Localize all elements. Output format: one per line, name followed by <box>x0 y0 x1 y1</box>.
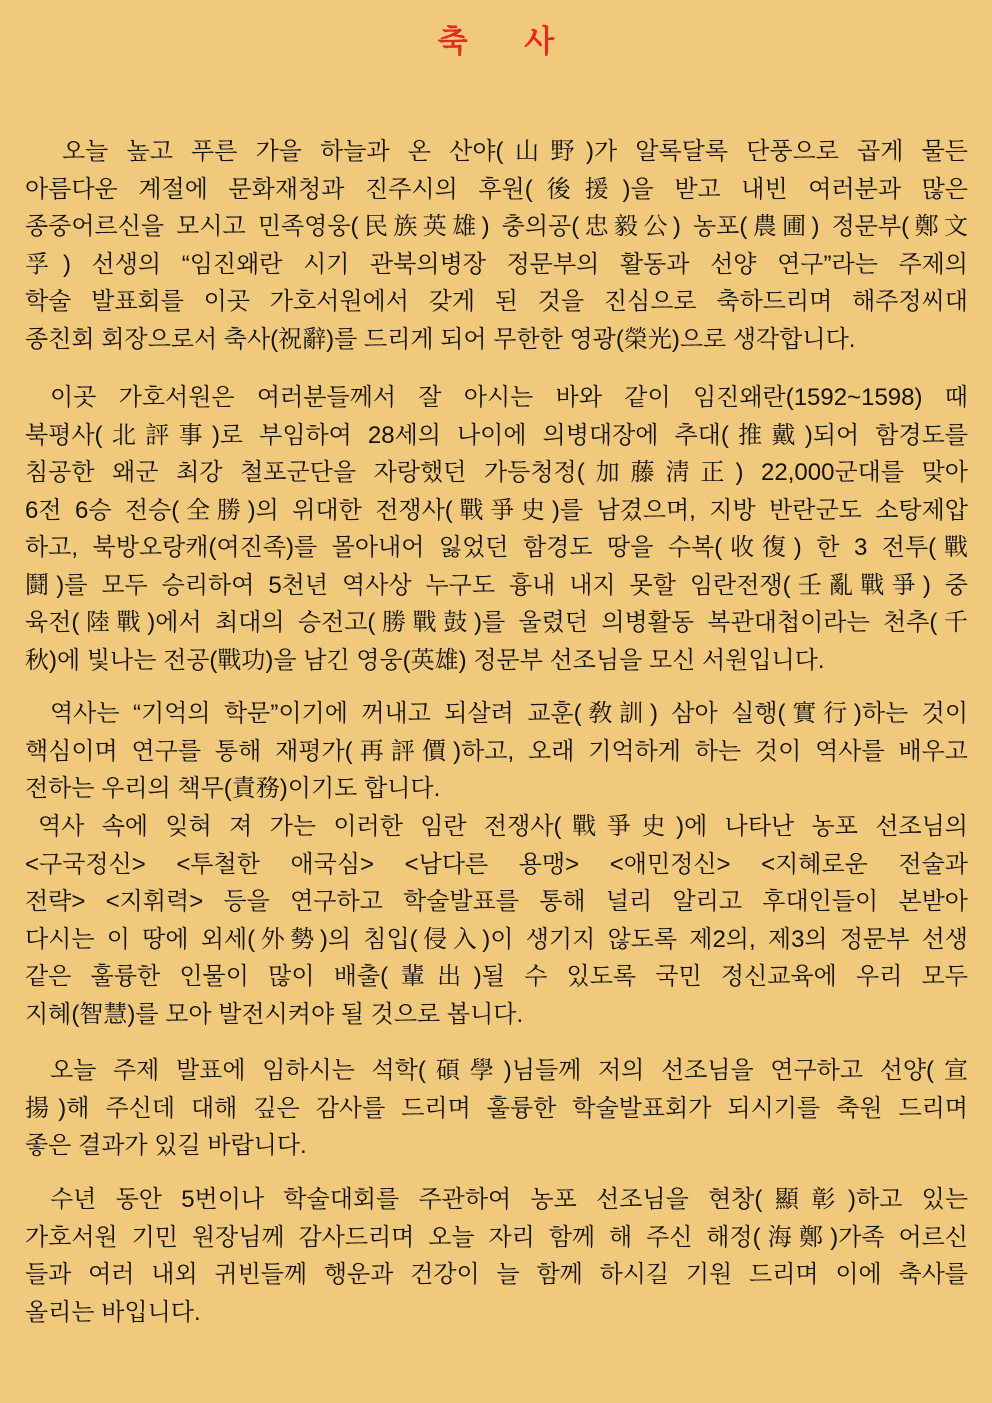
paragraph-line: 역사는 “기억의 학문”이기에 꺼내고 되살려 교훈(敎訓) 삼아 실행(實行)하는 것이 <box>50 700 968 727</box>
paragraph-4 <box>25 808 968 1033</box>
paragraph-line: 종중어르신을 모시고 민족영웅(民族英雄) 충의공(忠毅公) 농포(農圃) 정문부(鄭文 <box>25 213 968 240</box>
paragraph-line: 秋)에 빛나는 전공(戰功)을 남긴 영웅(英雄) 정문부 선조님을 모신 서원입니다. <box>25 646 825 674</box>
paragraph-line: 수년 동안 5번이나 학술대회를 주관하여 농포 선조님을 현창(顯彰)하고 있는 <box>50 1186 968 1213</box>
paragraph-line: 올리는 바입니다. <box>25 1298 201 1326</box>
paragraph-1 <box>25 133 968 358</box>
paragraph-line: 아름다운 계절에 문화재청과 진주시의 후원(後援)을 받고 내빈 여러분과 많은 <box>25 175 968 203</box>
paragraph-line: 오늘 높고 푸른 가을 하늘과 온 산야(山野)가 알록달록 단풍으로 곱게 물든 <box>62 138 968 165</box>
paragraph-line: 하고, 북방오랑캐(여진족)를 몰아내어 잃었던 함경도 땅을 수복(收復) 한 3 전투(戰 <box>25 534 968 561</box>
paragraph-line: 지혜(智慧)를 모아 발전시켜야 될 것으로 봅니다. <box>25 1000 524 1028</box>
paragraph-line: 오늘 주제 발표에 임하시는 석학(碩學)님들께 저의 선조님을 연구하고 선양(宣 <box>50 1057 968 1084</box>
page-title: 축 사 <box>437 24 555 59</box>
paragraph-line: 들과 여러 내외 귀빈들께 행운과 건강이 늘 함께 하시길 기원 드리며 이에 축사를 <box>25 1261 968 1288</box>
paragraph-line: 좋은 결과가 있길 바랍니다. <box>25 1132 307 1159</box>
paragraph-line: 孚) 선생의 “임진왜란 시기 관북의병장 정문부의 활동과 선양 연구”라는 주제의 <box>25 250 968 278</box>
paragraph-line: 이곳 가호서원은 여러분들께서 잘 아시는 바와 같이 임진왜란(1592~1598) 때 <box>50 384 968 411</box>
paragraph-line: 전략> <지휘력> 등을 연구하고 학술발표를 통해 널리 알리고 후대인들이 본받아 <box>25 888 968 915</box>
paragraph-3 <box>25 695 968 808</box>
paragraph-line: 전하는 우리의 책무(責務)이기도 합니다. <box>25 775 441 802</box>
paragraph-line: 鬪)를 모두 승리하여 5천년 역사상 누구도 흉내 내지 못할 임란전쟁(壬亂戰爭) 중 <box>25 571 968 599</box>
paragraph-line: 역사 속에 잊혀 져 가는 이러한 임란 전쟁사(戰爭史)에 나타난 농포 선조님의 <box>38 813 968 840</box>
paragraph-line: 6전 6승 전승(全勝)의 위대한 전쟁사(戰爭史)를 남겼으며, 지방 반란군도 소탕제압 <box>25 496 968 524</box>
paragraph-line: 揚)해 주신데 대해 깊은 감사를 드리며 훌륭한 학술발표회가 되시기를 축원 드리며 <box>25 1094 968 1122</box>
paragraph-2 <box>25 379 968 679</box>
paragraph-line: 육전(陸戰)에서 최대의 승전고(勝戰鼓)를 울렸던 의병활동 복관대첩이라는 천추(千 <box>25 609 968 636</box>
paragraph-line: 핵심이며 연구를 통해 재평가(再評價)하고, 오래 기억하게 하는 것이 역사를 배우고 <box>25 737 968 765</box>
paragraph-line: 침공한 왜군 최강 철포군단을 자랑했던 가등청정(加藤淸正) 22,000군대를 맞아 <box>25 459 968 486</box>
paragraph-5 <box>25 1052 968 1165</box>
paragraph-line: 학술 발표회를 이곳 가호서원에서 갖게 된 것을 진심으로 축하드리며 해주정씨대 <box>25 288 968 315</box>
paragraph-line: <구국정신> <투철한 애국심> <남다른 용맹> <애민정신> <지혜로운 전술과 <box>25 850 968 878</box>
paragraph-line: 가호서원 기민 원장님께 감사드리며 오늘 자리 함께 해 주신 해정(海鄭)가족 어르신 <box>25 1223 968 1251</box>
paragraph-line: 종친회 회장으로서 축사(祝辭)를 드리게 되어 무한한 영광(榮光)으로 생각합니다. <box>25 325 856 353</box>
paragraph-6 <box>25 1181 968 1331</box>
paragraph-line: 같은 훌륭한 인물이 많이 배출(輩出)될 수 있도록 국민 정신교육에 우리 모두 <box>25 963 968 990</box>
paragraph-line: 북평사(北評事)로 부임하여 28세의 나이에 의병대장에 추대(推戴)되어 함경도를 <box>25 421 968 449</box>
paragraph-line: 다시는 이 땅에 외세(外勢)의 침입(侵入)이 생기지 않도록 제2의, 제3의 정문부 선생 <box>25 925 968 953</box>
